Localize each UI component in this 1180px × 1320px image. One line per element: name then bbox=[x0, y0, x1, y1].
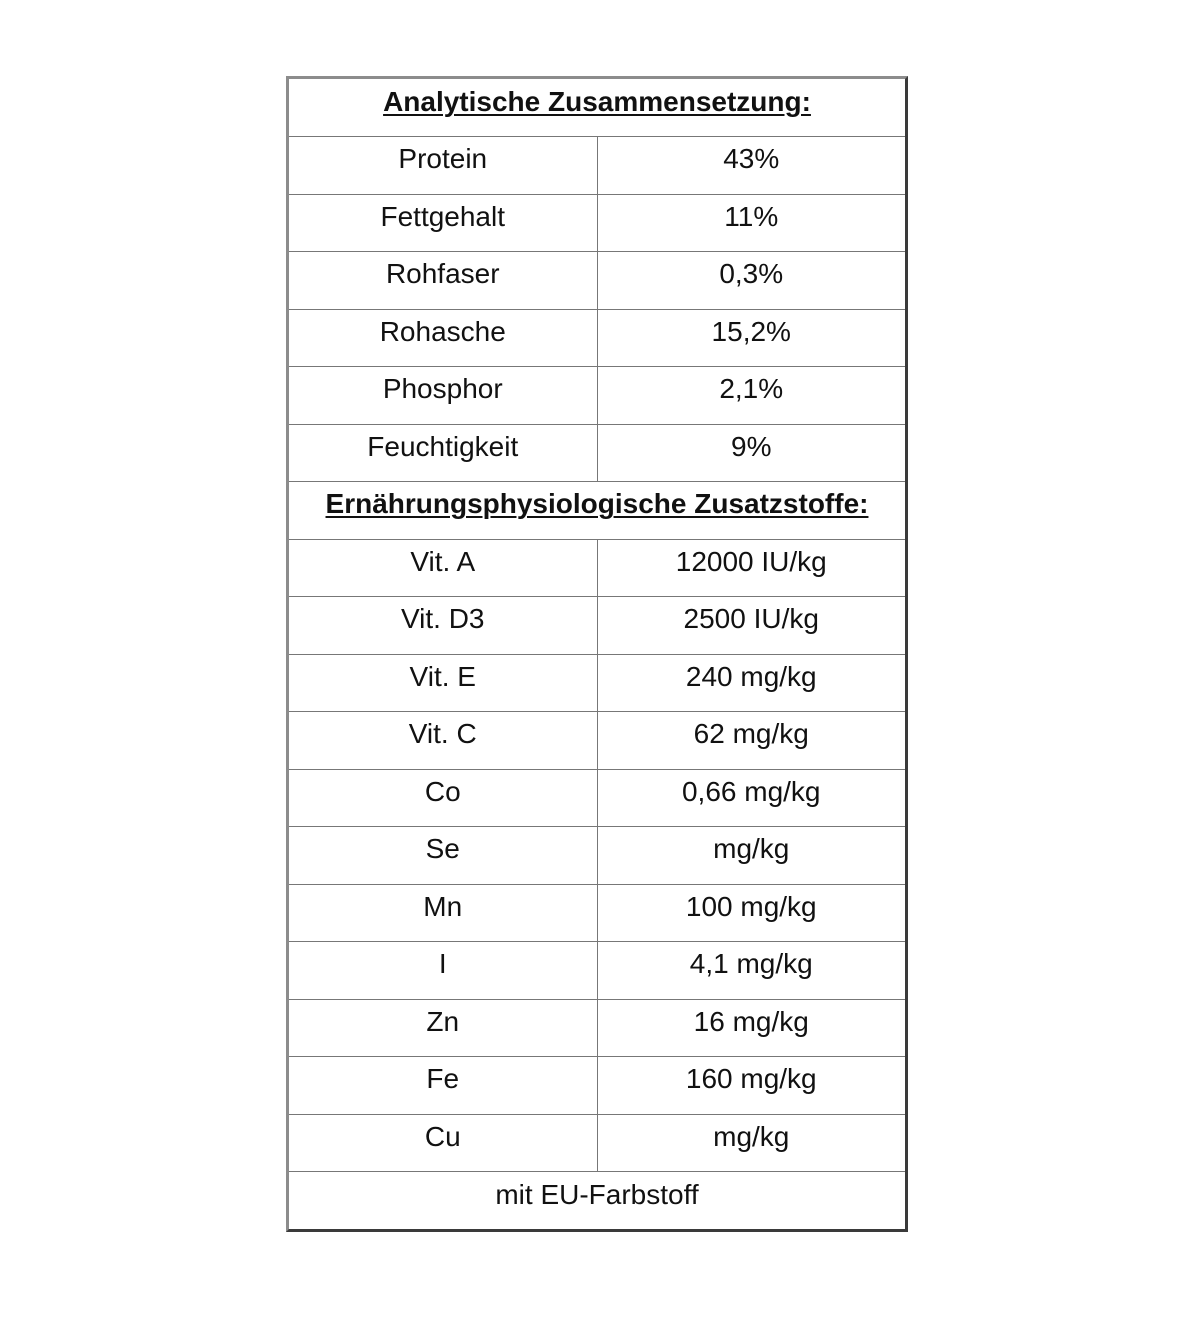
table-row bbox=[289, 712, 905, 770]
row-value: 15,2% bbox=[597, 309, 905, 367]
row-label: Vit. E bbox=[289, 654, 597, 712]
table-row bbox=[289, 827, 905, 885]
row-value: 16 mg/kg bbox=[597, 999, 905, 1057]
composition-table-wrapper bbox=[286, 76, 908, 1232]
row-value: 9% bbox=[597, 424, 905, 482]
table-row bbox=[289, 137, 905, 195]
row-label: Phosphor bbox=[289, 367, 597, 425]
row-label: Feuchtigkeit bbox=[289, 424, 597, 482]
table-row bbox=[289, 194, 905, 252]
row-value: 160 mg/kg bbox=[597, 1057, 905, 1115]
footer-note: mit EU-Farbstoff bbox=[289, 1172, 905, 1230]
row-value: 2,1% bbox=[597, 367, 905, 425]
row-label: Protein bbox=[289, 137, 597, 195]
table-row bbox=[289, 539, 905, 597]
row-value: 11% bbox=[597, 194, 905, 252]
table-row bbox=[289, 999, 905, 1057]
analytic-header-row bbox=[289, 79, 905, 137]
row-value: mg/kg bbox=[597, 827, 905, 885]
row-label: Mn bbox=[289, 884, 597, 942]
row-value: 240 mg/kg bbox=[597, 654, 905, 712]
row-value: 12000 IU/kg bbox=[597, 539, 905, 597]
table-row bbox=[289, 884, 905, 942]
composition-table bbox=[289, 79, 905, 1229]
row-value: 0,66 mg/kg bbox=[597, 769, 905, 827]
additives-title: Ernährungsphysiologische Zusatzstoffe: bbox=[289, 482, 905, 540]
row-value: 0,3% bbox=[597, 252, 905, 310]
row-label: Zn bbox=[289, 999, 597, 1057]
row-label: Se bbox=[289, 827, 597, 885]
row-value: mg/kg bbox=[597, 1114, 905, 1172]
table-row bbox=[289, 309, 905, 367]
row-label: Vit. C bbox=[289, 712, 597, 770]
table-row bbox=[289, 769, 905, 827]
row-value: 62 mg/kg bbox=[597, 712, 905, 770]
footer-row bbox=[289, 1172, 905, 1230]
table-row bbox=[289, 1057, 905, 1115]
row-label: Fettgehalt bbox=[289, 194, 597, 252]
table-row bbox=[289, 942, 905, 1000]
row-label: I bbox=[289, 942, 597, 1000]
table-row bbox=[289, 424, 905, 482]
row-label: Co bbox=[289, 769, 597, 827]
row-label: Vit. D3 bbox=[289, 597, 597, 655]
row-value: 100 mg/kg bbox=[597, 884, 905, 942]
table-row bbox=[289, 1114, 905, 1172]
additives-header-row bbox=[289, 482, 905, 540]
table-row bbox=[289, 597, 905, 655]
row-label: Rohfaser bbox=[289, 252, 597, 310]
row-label: Vit. A bbox=[289, 539, 597, 597]
row-label: Fe bbox=[289, 1057, 597, 1115]
table-row bbox=[289, 654, 905, 712]
row-label: Rohasche bbox=[289, 309, 597, 367]
table-row bbox=[289, 252, 905, 310]
table-row bbox=[289, 367, 905, 425]
row-value: 43% bbox=[597, 137, 905, 195]
row-label: Cu bbox=[289, 1114, 597, 1172]
analytic-title: Analytische Zusammensetzung: bbox=[289, 79, 905, 137]
row-value: 2500 IU/kg bbox=[597, 597, 905, 655]
row-value: 4,1 mg/kg bbox=[597, 942, 905, 1000]
